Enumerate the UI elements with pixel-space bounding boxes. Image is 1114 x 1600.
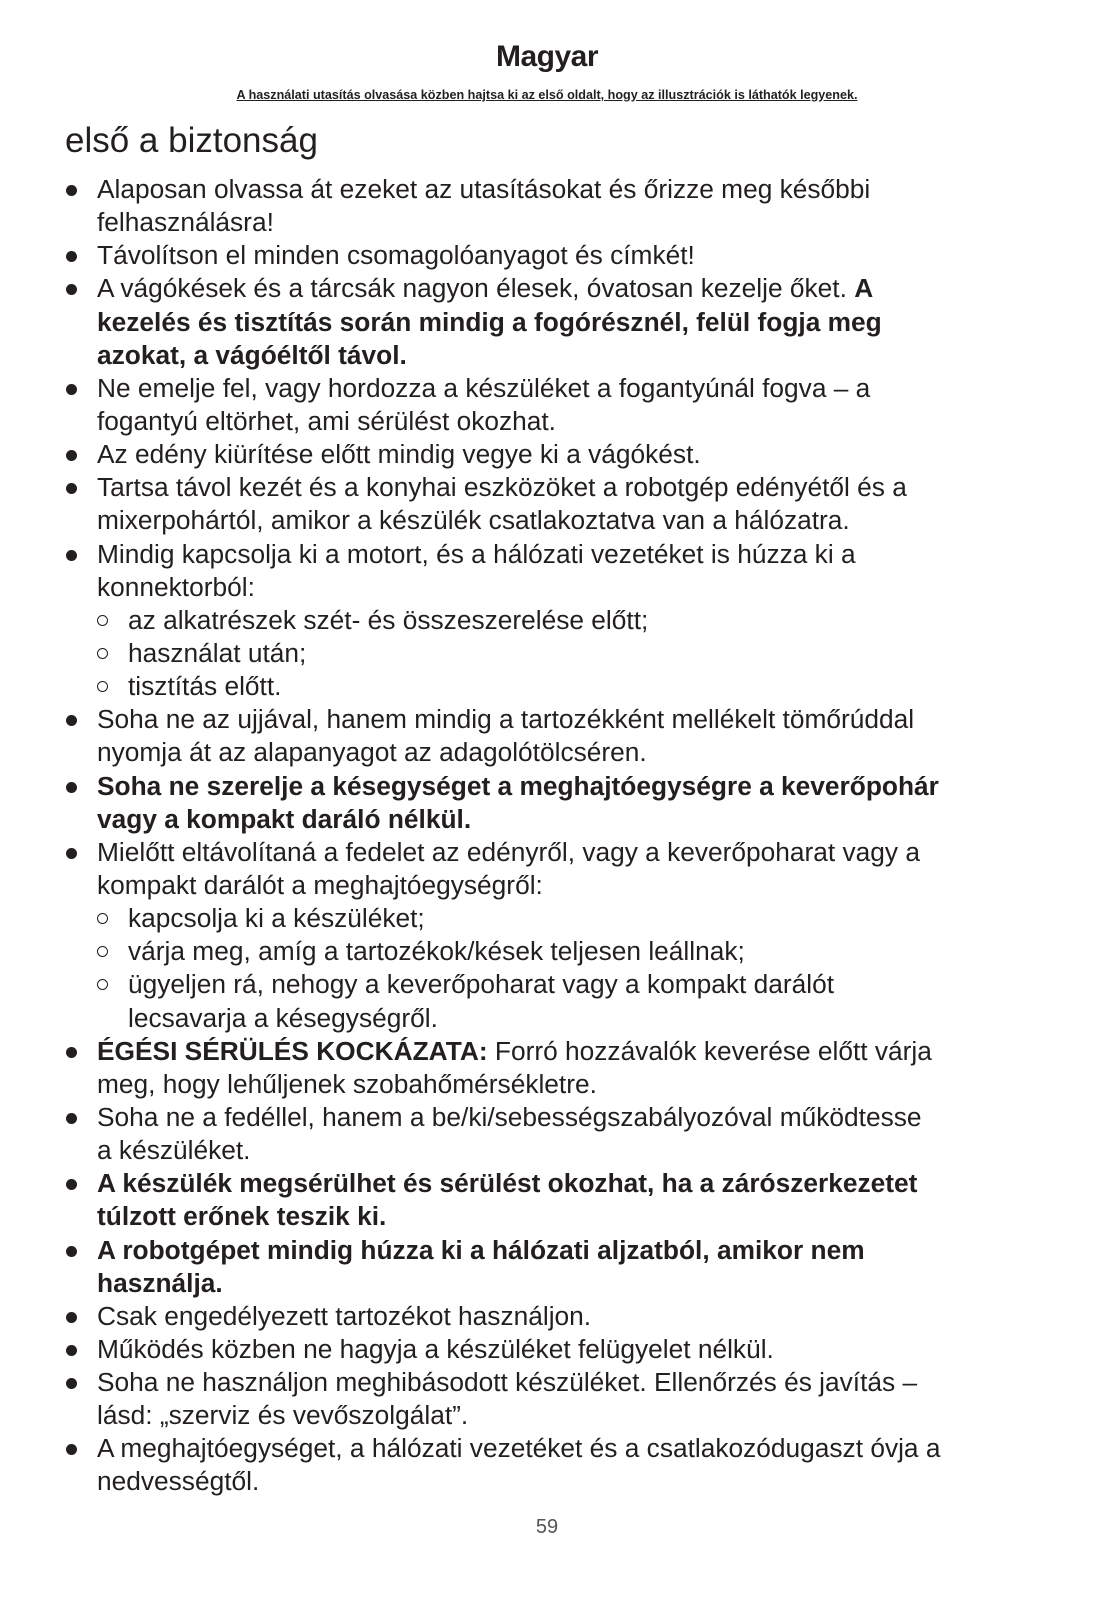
text-line: [0, 1333, 1114, 1366]
line-text: [128, 670, 281, 703]
safety-list: [0, 173, 1114, 1499]
circle-bullet-icon: [97, 913, 108, 924]
text: a készüléket.: [97, 1135, 251, 1166]
text: kapcsolja ki a készüléket;: [128, 903, 425, 934]
list-item: [0, 173, 1114, 239]
section-title: első a biztonság: [65, 121, 318, 160]
circle-bullet-icon: [97, 615, 108, 626]
list-item: [0, 471, 1114, 537]
text: mixerpohártól, amikor a készülék csatlakoztatva van a hálózatra.: [97, 505, 850, 536]
bullet-icon: [66, 1444, 77, 1455]
bullet-icon: [66, 1047, 77, 1058]
line-text: [97, 438, 701, 471]
bullet-icon: [66, 1312, 77, 1323]
text: lecsavarja a késegységről.: [128, 1002, 438, 1033]
bullet-icon: [66, 450, 77, 461]
text-line: [0, 239, 1114, 272]
text: nedvességtől.: [97, 1466, 260, 1497]
text: Működés közben ne hagyja a készüléket felügyelet nélkül.: [97, 1333, 774, 1364]
bold-text: A robotgépet mindig húzza ki a hálózati aljzatból, amikor nem: [97, 1234, 865, 1265]
text-line: [0, 1300, 1114, 1333]
text: használat után;: [128, 637, 307, 668]
circle-bullet-icon: [97, 946, 108, 957]
sub-list-item: [0, 670, 1114, 703]
text-line: [0, 571, 1114, 604]
circle-bullet-icon: [97, 648, 108, 659]
text-line: [0, 1399, 1114, 1432]
line-text: [97, 1399, 468, 1432]
line-text: [97, 1366, 917, 1399]
line-text: [97, 1234, 865, 1267]
list-item: [0, 1432, 1114, 1498]
list-item: [0, 372, 1114, 438]
bullet-icon: [66, 284, 77, 295]
line-text: [97, 1200, 386, 1233]
bold-text: Soha ne szerelje a késegységet a meghajtóegységre a keverőpohár: [97, 770, 939, 801]
text: Távolítson el minden csomagolóanyagot és címkét!: [97, 240, 695, 271]
bullet-icon: [66, 782, 77, 793]
text-line: [0, 770, 1114, 803]
text-line: [0, 372, 1114, 405]
text-line: [0, 902, 1114, 935]
line-text: [97, 504, 850, 537]
bullet-icon: [66, 1113, 77, 1124]
bullet-icon: [66, 715, 77, 726]
text: fogantyú eltörhet, ami sérülést okozhat.: [97, 405, 556, 436]
bold-text: azokat, a vágóéltől távol.: [97, 339, 407, 370]
line-text: [97, 372, 870, 405]
line-text: [128, 935, 745, 968]
text: várja meg, amíg a tartozékok/kések teljesen leállnak;: [128, 936, 745, 967]
text-line: [0, 1366, 1114, 1399]
line-text: [97, 869, 543, 902]
line-text: [128, 637, 306, 670]
list-item: [0, 703, 1114, 769]
line-text: [97, 206, 274, 239]
text-line: [0, 803, 1114, 836]
text-line: [0, 604, 1114, 637]
line-text: [128, 1002, 438, 1035]
text-line: [0, 1432, 1114, 1465]
text-line: [0, 438, 1114, 471]
list-item: [0, 1101, 1114, 1167]
text-line: [0, 1167, 1114, 1200]
line-text: [97, 538, 856, 571]
text: A meghajtóegységet, a hálózati vezetéket és a csatlakozódugaszt óvja a: [97, 1433, 941, 1464]
text-line: [0, 538, 1114, 571]
text-line: [0, 272, 1114, 305]
line-text: [97, 803, 471, 836]
text: Soha ne használjon meghibásodott készüléket. Ellenőrzés és javítás –: [97, 1367, 918, 1398]
line-text: [97, 272, 873, 305]
text-line: [0, 206, 1114, 239]
bullet-icon: [66, 1246, 77, 1257]
text: tisztítás előtt.: [128, 671, 282, 702]
text: Mielőtt eltávolítaná a fedelet az edényről, vagy a keverőpoharat vagy a: [97, 836, 921, 867]
text: konnektorból:: [97, 571, 255, 602]
bullet-icon: [66, 185, 77, 196]
text-line: [0, 703, 1114, 736]
text-line: [0, 306, 1114, 339]
line-text: [97, 405, 556, 438]
line-text: [128, 604, 648, 637]
line-text: [97, 770, 939, 803]
text: lásd: „szerviz és vevőszolgálat”.: [97, 1400, 469, 1431]
list-item: [0, 1366, 1114, 1432]
text-line: [0, 1134, 1114, 1167]
line-text: [97, 306, 882, 339]
text: az alkatrészek szét- és összeszerelése előtt;: [128, 604, 649, 635]
bullet-icon: [66, 1345, 77, 1356]
sub-list-item: [0, 637, 1114, 670]
sub-list-item: [0, 935, 1114, 968]
bullet-icon: [66, 1179, 77, 1190]
text: Csak engedélyezett tartozékot használjon.: [97, 1300, 592, 1331]
line-text: [97, 836, 920, 869]
bold-text: ÉGÉSI SÉRÜLÉS KOCKÁZATA:: [97, 1035, 488, 1066]
text: Forró hozzávalók keverése előtt várja: [487, 1035, 932, 1066]
bold-text: kezelés és tisztítás során mindig a fogórésznél, felül fogja meg: [97, 306, 882, 337]
line-text: [97, 1465, 259, 1498]
line-text: [97, 173, 870, 206]
text: Az edény kiürítése előtt mindig vegye ki a vágókést.: [97, 439, 701, 470]
bold-text: túlzott erőnek teszik ki.: [97, 1201, 387, 1232]
text: kompakt darálót a meghajtóegységről:: [97, 869, 543, 900]
text: felhasználásra!: [97, 207, 274, 238]
text-line: [0, 1002, 1114, 1035]
bullet-icon: [66, 251, 77, 262]
line-text: [128, 902, 425, 935]
text: Soha ne a fedéllel, hanem a be/ki/sebességszabályozóval működtesse: [97, 1101, 922, 1132]
bold-text: használja.: [97, 1267, 223, 1298]
text: Mindig kapcsolja ki a motort, és a hálózati vezetéket is húzza ki a: [97, 538, 856, 569]
list-item: [0, 272, 1114, 371]
text-line: [0, 471, 1114, 504]
text: Soha ne az ujjával, hanem mindig a tartozékként mellékelt tömőrúddal: [97, 704, 915, 735]
text: Alaposan olvassa át ezeket az utasításokat és őrizze meg későbbi: [97, 174, 871, 204]
text: Tartsa távol kezét és a konyhai eszközöket a robotgép edényétől és a: [97, 472, 907, 503]
page-number: 59: [535, 1516, 559, 1538]
line-text: [97, 1101, 922, 1134]
text-line: [0, 1465, 1114, 1498]
fold-out-note: A használati utasítás olvasása közben hajtsa ki az első oldalt, hogy az illusztrációk is láthatók legyenek.: [236, 88, 858, 102]
line-text: [97, 1267, 223, 1300]
line-text: [97, 1167, 917, 1200]
bullet-icon: [66, 1378, 77, 1389]
text-line: [0, 1200, 1114, 1233]
list-item: [0, 836, 1114, 902]
line-text: [97, 1035, 932, 1068]
text-line: [0, 935, 1114, 968]
list-item: [0, 1333, 1114, 1366]
line-text: [97, 736, 647, 769]
bullet-icon: [66, 848, 77, 859]
list-item: [0, 1234, 1114, 1300]
line-text: [97, 1068, 597, 1101]
text-line: [0, 339, 1114, 372]
line-text: [97, 1432, 941, 1465]
sub-list-item: [0, 902, 1114, 935]
line-text: [97, 339, 407, 372]
line-text: [97, 471, 907, 504]
text: ügyeljen rá, nehogy a keverőpoharat vagy a kompakt darálót: [128, 969, 835, 1000]
list-item: [0, 538, 1114, 604]
text: nyomja át az alapanyagot az adagolótölcséren.: [97, 737, 647, 768]
bullet-icon: [66, 483, 77, 494]
text-line: [0, 869, 1114, 902]
sub-list-item: [0, 604, 1114, 637]
list-item: [0, 239, 1114, 272]
text-line: [0, 736, 1114, 769]
line-text: [97, 1134, 250, 1167]
text-line: [0, 405, 1114, 438]
sub-list-item: [0, 968, 1114, 1034]
text-line: [0, 637, 1114, 670]
list-item: [0, 1167, 1114, 1233]
line-text: [128, 968, 834, 1001]
line-text: [97, 1300, 591, 1333]
text-line: [0, 504, 1114, 537]
line-text: [97, 703, 914, 736]
text-line: [0, 1035, 1114, 1068]
list-item: [0, 1300, 1114, 1333]
bold-text: vagy a kompakt daráló nélkül.: [97, 803, 472, 834]
list-item: [0, 770, 1114, 836]
list-item: [0, 438, 1114, 471]
bold-text: A: [854, 273, 874, 304]
circle-bullet-icon: [97, 979, 108, 990]
text: A vágókések és a tárcsák nagyon élesek, óvatosan kezelje őket.: [97, 273, 855, 304]
circle-bullet-icon: [97, 681, 108, 692]
text-line: [0, 1267, 1114, 1300]
line-text: [97, 239, 695, 272]
text-line: [0, 1101, 1114, 1134]
text: Ne emelje fel, vagy hordozza a készüléket a fogantyúnál fogva – a: [97, 372, 871, 403]
language-title: Magyar: [495, 40, 599, 73]
bold-text: A készülék megsérülhet és sérülést okozhat, ha a zárószerkezetet: [97, 1168, 918, 1199]
text-line: [0, 836, 1114, 869]
text-line: [0, 1234, 1114, 1267]
text: meg, hogy lehűljenek szobahőmérsékletre.: [97, 1068, 597, 1099]
text-line: [0, 968, 1114, 1001]
bullet-icon: [66, 384, 77, 395]
list-item: [0, 1035, 1114, 1101]
line-text: [97, 1333, 774, 1366]
text-line: [0, 1068, 1114, 1101]
line-text: [97, 571, 255, 604]
bullet-icon: [66, 550, 77, 561]
text-line: [0, 173, 1114, 206]
text-line: [0, 670, 1114, 703]
